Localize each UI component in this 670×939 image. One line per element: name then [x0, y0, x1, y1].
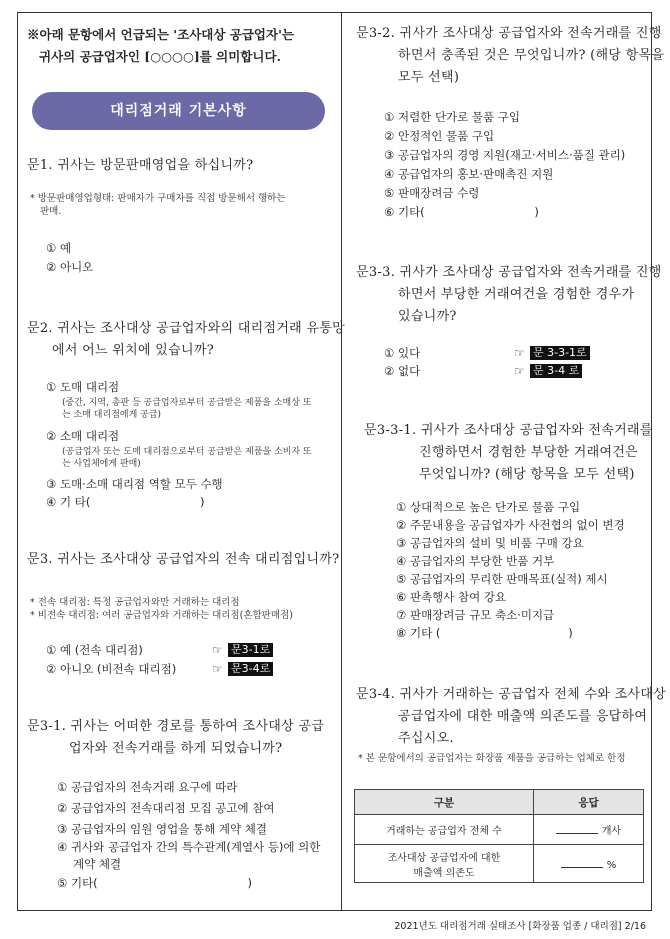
title-line: 진행하면서 경험한 부당한 거래여건은	[419, 445, 639, 460]
question-2-option-3[interactable]: ③ 도매·소매 대리점 역할 모두 수행	[46, 477, 223, 491]
question-1-note	[30, 192, 286, 218]
question-3-option-2[interactable]: ② 아니오 (비전속 대리점)	[46, 662, 177, 676]
question-3-2-option-4[interactable]: ④ 공급업자의 홍보·판매촉진 지원	[384, 167, 554, 181]
pointing-hand-icon: ☞	[514, 364, 525, 378]
title-line: 문3-4. 귀사가 거래하는 공급업자 전체 수와 조사대상	[356, 687, 667, 702]
section-banner: 대리점거래 기본사항	[32, 92, 325, 130]
desc-line: 는 소매 대리점에게 공급)	[62, 410, 162, 420]
table-header-category: 구분	[355, 790, 534, 815]
skip-to-q3-3-1-label: 문 3-3-1로	[530, 346, 590, 360]
question-3-3-1-option-7[interactable]: ⑦ 판매장려금 규모 축소·미지급	[396, 608, 555, 622]
table-header-response: 응답	[534, 790, 644, 815]
title-line: 문3-2. 귀사가 조사대상 공급업자와 전속거래를 진행	[356, 26, 662, 41]
title-line: 모두 선택)	[398, 70, 460, 85]
question-3-1-option-3[interactable]: ③ 공급업자의 임원 영업을 통해 계약 체결	[57, 822, 267, 836]
desc-line: 는 사업체에게 판매)	[62, 459, 141, 469]
intro-notice	[27, 24, 294, 68]
pointing-hand-icon: ☞	[212, 643, 223, 657]
question-2-option-4[interactable]: ④ 기 타( )	[46, 495, 205, 509]
title-line: 공급업자에 대한 매출액 의존도를 응답하여	[398, 709, 648, 724]
title-line: 에서 어느 위치에 있습니까?	[52, 343, 215, 358]
title-line: 문3-1. 귀사는 어떠한 경로를 통하여 조사대상 공급	[27, 719, 325, 734]
desc-line: (중간, 지역, 총판 등 공급업자로부터 공급받은 제품을 소매상 또	[62, 398, 312, 408]
question-3-3-1-option-4[interactable]: ④ 공급업자의 부당한 반품 거부	[396, 554, 555, 568]
label-line: 조사대상 공급업자에 대한	[387, 852, 501, 864]
skip-to-q3-4-label: 문 3-4 로	[530, 364, 582, 378]
label-line: 매출액 의존도	[413, 867, 475, 879]
question-3-option-1[interactable]: ① 예 (전속 대리점)	[46, 643, 143, 657]
response-table	[354, 789, 644, 883]
question-1-option-2[interactable]: ② 아니오	[46, 260, 94, 274]
question-3-2-option-5[interactable]: ⑤ 판매장려금 수령	[384, 186, 480, 200]
title-line: 문3-3-1. 귀사가 조사대상 공급업자와 전속거래를	[364, 423, 653, 438]
question-2-title	[27, 318, 345, 362]
question-1-option-1[interactable]: ① 예	[46, 241, 72, 255]
question-3-3-1-option-5[interactable]: ⑤ 공급업자의 무리한 판매목표(실적) 제시	[396, 572, 608, 586]
title-line: 하면서 부당한 거래여건을 경험한 경우가	[398, 287, 635, 302]
sales-dependency-input[interactable]	[561, 857, 603, 868]
unit-label: 개사	[601, 826, 622, 837]
question-1-title: 문1. 귀사는 방문판매영업을 하십니까?	[27, 158, 254, 173]
question-3-1-option-2[interactable]: ② 공급업자의 전속대리점 모집 공고에 참여	[57, 801, 275, 815]
question-2-option-2[interactable]: ② 소매 대리점	[46, 429, 120, 443]
intro-line-1: ※아래 문항에서 언급되는 '조사대상 공급업자'는	[27, 27, 294, 42]
question-3-notes	[30, 596, 293, 622]
question-3-3-1-option-2[interactable]: ② 주문내용을 공급업자가 사전협의 없이 변경	[396, 518, 625, 532]
title-line: 무엇입니까? (해당 항목을 모두 선택)	[419, 467, 635, 482]
question-3-3-title	[356, 262, 662, 328]
pointing-hand-icon: ☞	[514, 346, 525, 360]
title-line: 문3-3. 귀사가 조사대상 공급업자와 전속거래를 진행	[356, 265, 662, 280]
column-divider	[341, 12, 342, 911]
title-line: 업자와 전속거래를 하게 되었습니까?	[69, 741, 283, 756]
question-3-1-title	[27, 716, 324, 760]
question-3-3-1-option-8[interactable]: ⑧ 기타 ( )	[396, 626, 573, 640]
intro-line-2: 귀사의 공급업자인 [○○○○]를 의미합니다.	[39, 49, 281, 64]
note-line: * 방문판매영업형태: 판매자가 구매자를 직접 방문해서 행하는	[30, 193, 286, 204]
table-row	[355, 815, 644, 845]
question-3-2-option-6[interactable]: ⑥ 기타( )	[384, 205, 539, 219]
question-3-3-1-title	[364, 420, 653, 486]
table-header-row	[355, 790, 644, 815]
question-3-2-option-2[interactable]: ② 안정적인 물품 구입	[384, 129, 495, 143]
sales-dependency-cell[interactable]	[534, 845, 644, 883]
question-2-option-1[interactable]: ① 도매 대리점	[46, 380, 120, 394]
title-line: 문2. 귀사는 조사대상 공급업자와의 대리점거래 유통망	[27, 321, 346, 336]
question-2-option-1-desc	[62, 397, 311, 421]
question-3-title: 문3. 귀사는 조사대상 공급업자의 전속 대리점입니까?	[27, 552, 340, 567]
supplier-count-label: 거래하는 공급업자 전체 수	[355, 815, 534, 845]
question-3-3-option-2[interactable]: ② 없다	[384, 364, 421, 378]
page-footer: 2021년도 대리점거래 실태조사 [화장품 업종 / 대리점] 2/16	[394, 921, 646, 932]
supplier-count-cell[interactable]	[534, 815, 644, 845]
skip-to-q3-4-label: 문3-4로	[228, 662, 273, 676]
pointing-hand-icon: ☞	[212, 662, 223, 676]
question-3-4-title	[356, 684, 666, 750]
note-line: 판매.	[40, 206, 62, 217]
skip-to-q3-1-label: 문3-1로	[228, 643, 273, 657]
question-3-1-option-4-cont: 계약 체결	[73, 857, 122, 871]
sales-dependency-label	[355, 845, 534, 883]
question-3-3-1-option-6[interactable]: ⑥ 판촉행사 참여 강요	[396, 590, 507, 604]
unit-label: %	[606, 859, 617, 871]
question-3-2-option-1[interactable]: ① 저렴한 단가로 물품 구입	[384, 110, 521, 124]
question-3-1-option-5[interactable]: ⑤ 기타( )	[57, 876, 253, 890]
title-line: 하면서 충족된 것은 무엇입니까? (해당 항목을	[398, 48, 665, 63]
question-2-option-2-desc	[62, 446, 312, 470]
supplier-count-input[interactable]	[556, 823, 598, 834]
question-3-3-1-option-3[interactable]: ③ 공급업자의 설비 및 비품 구매 강요	[396, 536, 584, 550]
question-3-1-option-1[interactable]: ① 공급업자의 전속거래 요구에 따라	[57, 780, 238, 794]
question-3-2-option-3[interactable]: ③ 공급업자의 경영 지원(재고·서비스·품질 관리)	[384, 148, 626, 162]
table-row	[355, 845, 644, 883]
note-line: * 비전속 대리점: 여러 공급업자와 거래하는 대리점(혼합판매점)	[30, 610, 293, 621]
note-line: * 전속 대리점: 특정 공급업자와만 거래하는 대리점	[30, 597, 240, 608]
desc-line: (공급업자 또는 도매 대리점으로부터 공급받은 제품을 소비자 또	[62, 447, 312, 457]
question-3-2-title	[356, 23, 664, 89]
question-3-1-option-4[interactable]: ④ 귀사와 공급업자 간의 특수관계(계열사 등)에 의한	[57, 840, 321, 854]
title-line: 있습니까?	[398, 309, 457, 324]
title-line: 주십시오.	[398, 731, 454, 746]
question-3-3-option-1[interactable]: ① 있다	[384, 346, 421, 360]
question-3-3-1-option-1[interactable]: ① 상대적으로 높은 단가로 물품 구입	[396, 500, 581, 514]
question-3-4-note: * 본 문항에서의 공급업자는 화장품 제품을 공급하는 업체로 한정	[358, 753, 626, 764]
